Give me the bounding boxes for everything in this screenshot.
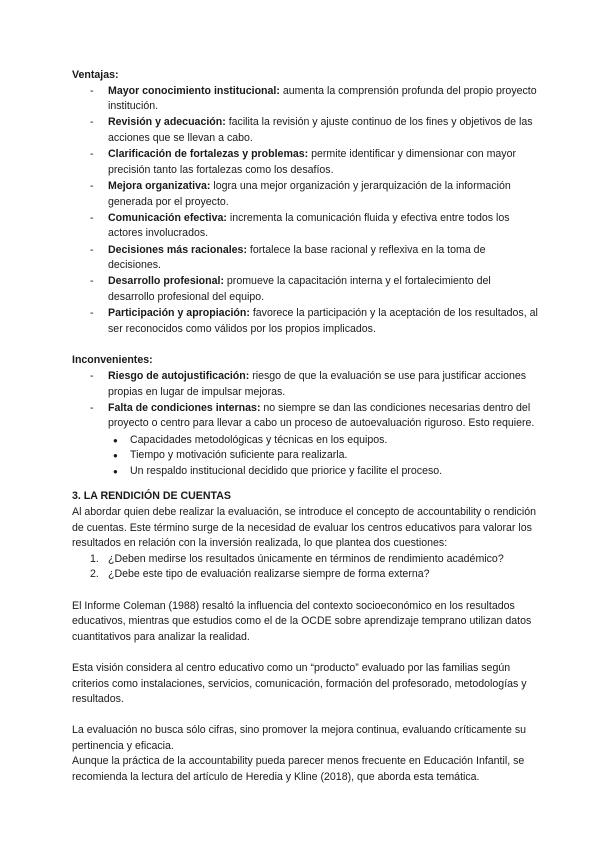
bullet-text: Un respaldo institucional decidido que priorice y facilite el proceso.: [130, 464, 443, 477]
list-item: - Clarificación de fortalezas y problemas: permite identificar y dimensionar con mayor precisión tanto las fortalezas como los desafíos.: [90, 148, 517, 176]
item-term: Falta de condiciones internas:: [108, 401, 261, 414]
list-item: [72, 448, 540, 464]
questions-list: [72, 552, 540, 583]
item-term: Mejora organizativa:: [108, 179, 211, 192]
item-text: permite identificar y dimensionar con mayor precisión tanto las fortalezas como los desafíos.: [108, 148, 517, 176]
list-item: 2. ¿Debe este tipo de evaluación realizarse siempre de forma externa?: [90, 568, 430, 581]
inconvenientes-heading: Inconvenientes:: [72, 354, 153, 367]
item-text: incrementa la comunicación fluida y efectiva entre todos los actores involucrados.: [108, 211, 510, 240]
item-term: Mayor conocimiento institucional:: [108, 84, 280, 97]
item-term: Comunicación efectiva:: [108, 211, 227, 224]
bullet-icon: ●: [113, 451, 118, 461]
item-term: Clarificación de fortalezas y problemas:: [108, 148, 309, 161]
list-item: - Desarrollo profesional: promueve la capacitación interna y el fortalecimiento del desarrollo profesional del equipo.: [90, 275, 491, 303]
section-title: 3. LA RENDICIÓN DE CUENTAS: [72, 490, 231, 503]
inconvenientes-list: [72, 369, 540, 432]
list-item: - Revisión y adecuación: facilita la revisión y ajuste continuo de los fines y objetivos de las acciones que se llevan a cabo.: [90, 116, 533, 144]
bullet-icon: ●: [113, 466, 118, 476]
paragraph-coleman: El Informe Coleman (1988) resaltó la influencia del contexto socioeconómico en los resultados educativos, mientras que estudios como el de la OCDE sobre aprendizaje temprano utilizan datos cuantitativos para analizar la realidad.: [72, 599, 532, 643]
list-item: - Falta de condiciones internas: no siempre se dan las condiciones necesarias dentro del proyecto o centro para llevar a cabo un proceso de autoevaluación riguroso. Esto requiere.: [90, 401, 535, 430]
list-item: - Mejora organizativa: logra una mejor organización y jerarquización de la información generada por el proyecto.: [90, 179, 511, 208]
section-intro: Al abordar quien debe realizar la evaluación, se introduce el concepto de accountability o rendición de cuentas. Este término surge de la necesidad de evaluar los centros educativos para valorar los resultados en relación con la inversión realizada, lo que plantea dos cuestiones:: [72, 505, 537, 550]
paragraph-heredia: Aunque la práctica de la accountability pueda parecer menos frecuente en Educación Infantil, se recomienda la lectura del artículo de Heredia y Kline (2018), que aborda esta temática.: [72, 755, 525, 784]
item-text: aumenta la comprensión profunda del propio proyecto institución.: [108, 84, 537, 113]
question-text: ¿Debe este tipo de evaluación realizarse siempre de forma externa?: [108, 568, 430, 581]
item-term: Participación y apropiación:: [108, 307, 250, 320]
list-item: - Riesgo de autojustificación: riesgo de que la evaluación se use para justificar acciones propias en lugar de impulsar mejoras.: [90, 370, 527, 398]
list-item: - Mayor conocimiento institucional: aumenta la comprensión profunda del propio proyecto institución.: [90, 84, 537, 113]
item-text: logra una mejor organización y jerarquización de la información generada por el proyecto.: [108, 179, 511, 208]
item-term: Revisión y adecuación:: [108, 116, 226, 129]
list-item: [72, 433, 540, 449]
item-text: facilita la revisión y ajuste continuo de los fines y objetivos de las acciones que se llevan a cabo.: [108, 116, 533, 144]
item-text: riesgo de que la evaluación se use para justificar acciones propias en lugar de impulsar mejoras.: [108, 370, 527, 398]
list-item: [72, 464, 540, 480]
item-term: Decisiones más racionales:: [108, 243, 247, 256]
bullet-icon: ●: [113, 435, 118, 445]
list-item: - Comunicación efectiva: incrementa la comunicación fluida y efectiva entre todos los actores involucrados.: [90, 211, 510, 240]
bullet-text: Tiempo y motivación suficiente para realizarla.: [130, 449, 348, 462]
paragraph-mejora: La evaluación no busca sólo cifras, sino promover la mejora continua, evaluando críticamente su pertinencia y eficacia.: [72, 724, 527, 752]
paragraph-producto: Esta visión considera al centro educativo como un “producto” evaluado por las familias según criterios como instalaciones, servicios, comunicación, formación del profesorado, metodologías y resultados.: [72, 661, 527, 706]
item-text: favorece la participación y la aceptación de los resultados, al ser reconocidos como válidos por los propios implicados.: [108, 307, 538, 335]
ventajas-heading: Ventajas:: [72, 69, 119, 81]
item-text: no siempre se dan las condiciones necesarias dentro del proyecto o centro para llevar a cabo un proceso de autoevaluación riguroso. Esto requiere.: [108, 401, 535, 430]
list-item: 1. ¿Deben medirse los resultados únicamente en términos de rendimiento académico?: [90, 552, 504, 565]
bullet-text: Capacidades metodológicas y técnicas en los equipos.: [130, 433, 388, 446]
ventajas-list: [72, 84, 540, 338]
item-text: fortalece la base racional y reflexiva en la toma de decisiones.: [108, 243, 486, 272]
item-term: Desarrollo profesional:: [108, 275, 224, 288]
item-term: Riesgo de autojustificación:: [108, 370, 250, 383]
requirements-bullets: [72, 433, 540, 480]
list-item: - Decisiones más racionales: fortalece la base racional y reflexiva en la toma de decisiones.: [90, 243, 486, 272]
list-item: - Participación y apropiación: favorece la participación y la aceptación de los resultados, al ser reconocidos como válidos por los propios implicados.: [90, 307, 538, 335]
question-text: ¿Deben medirse los resultados únicamente en términos de rendimiento académico?: [108, 552, 504, 565]
item-text: promueve la capacitación interna y el fortalecimiento del desarrollo profesional del equipo.: [108, 275, 491, 303]
